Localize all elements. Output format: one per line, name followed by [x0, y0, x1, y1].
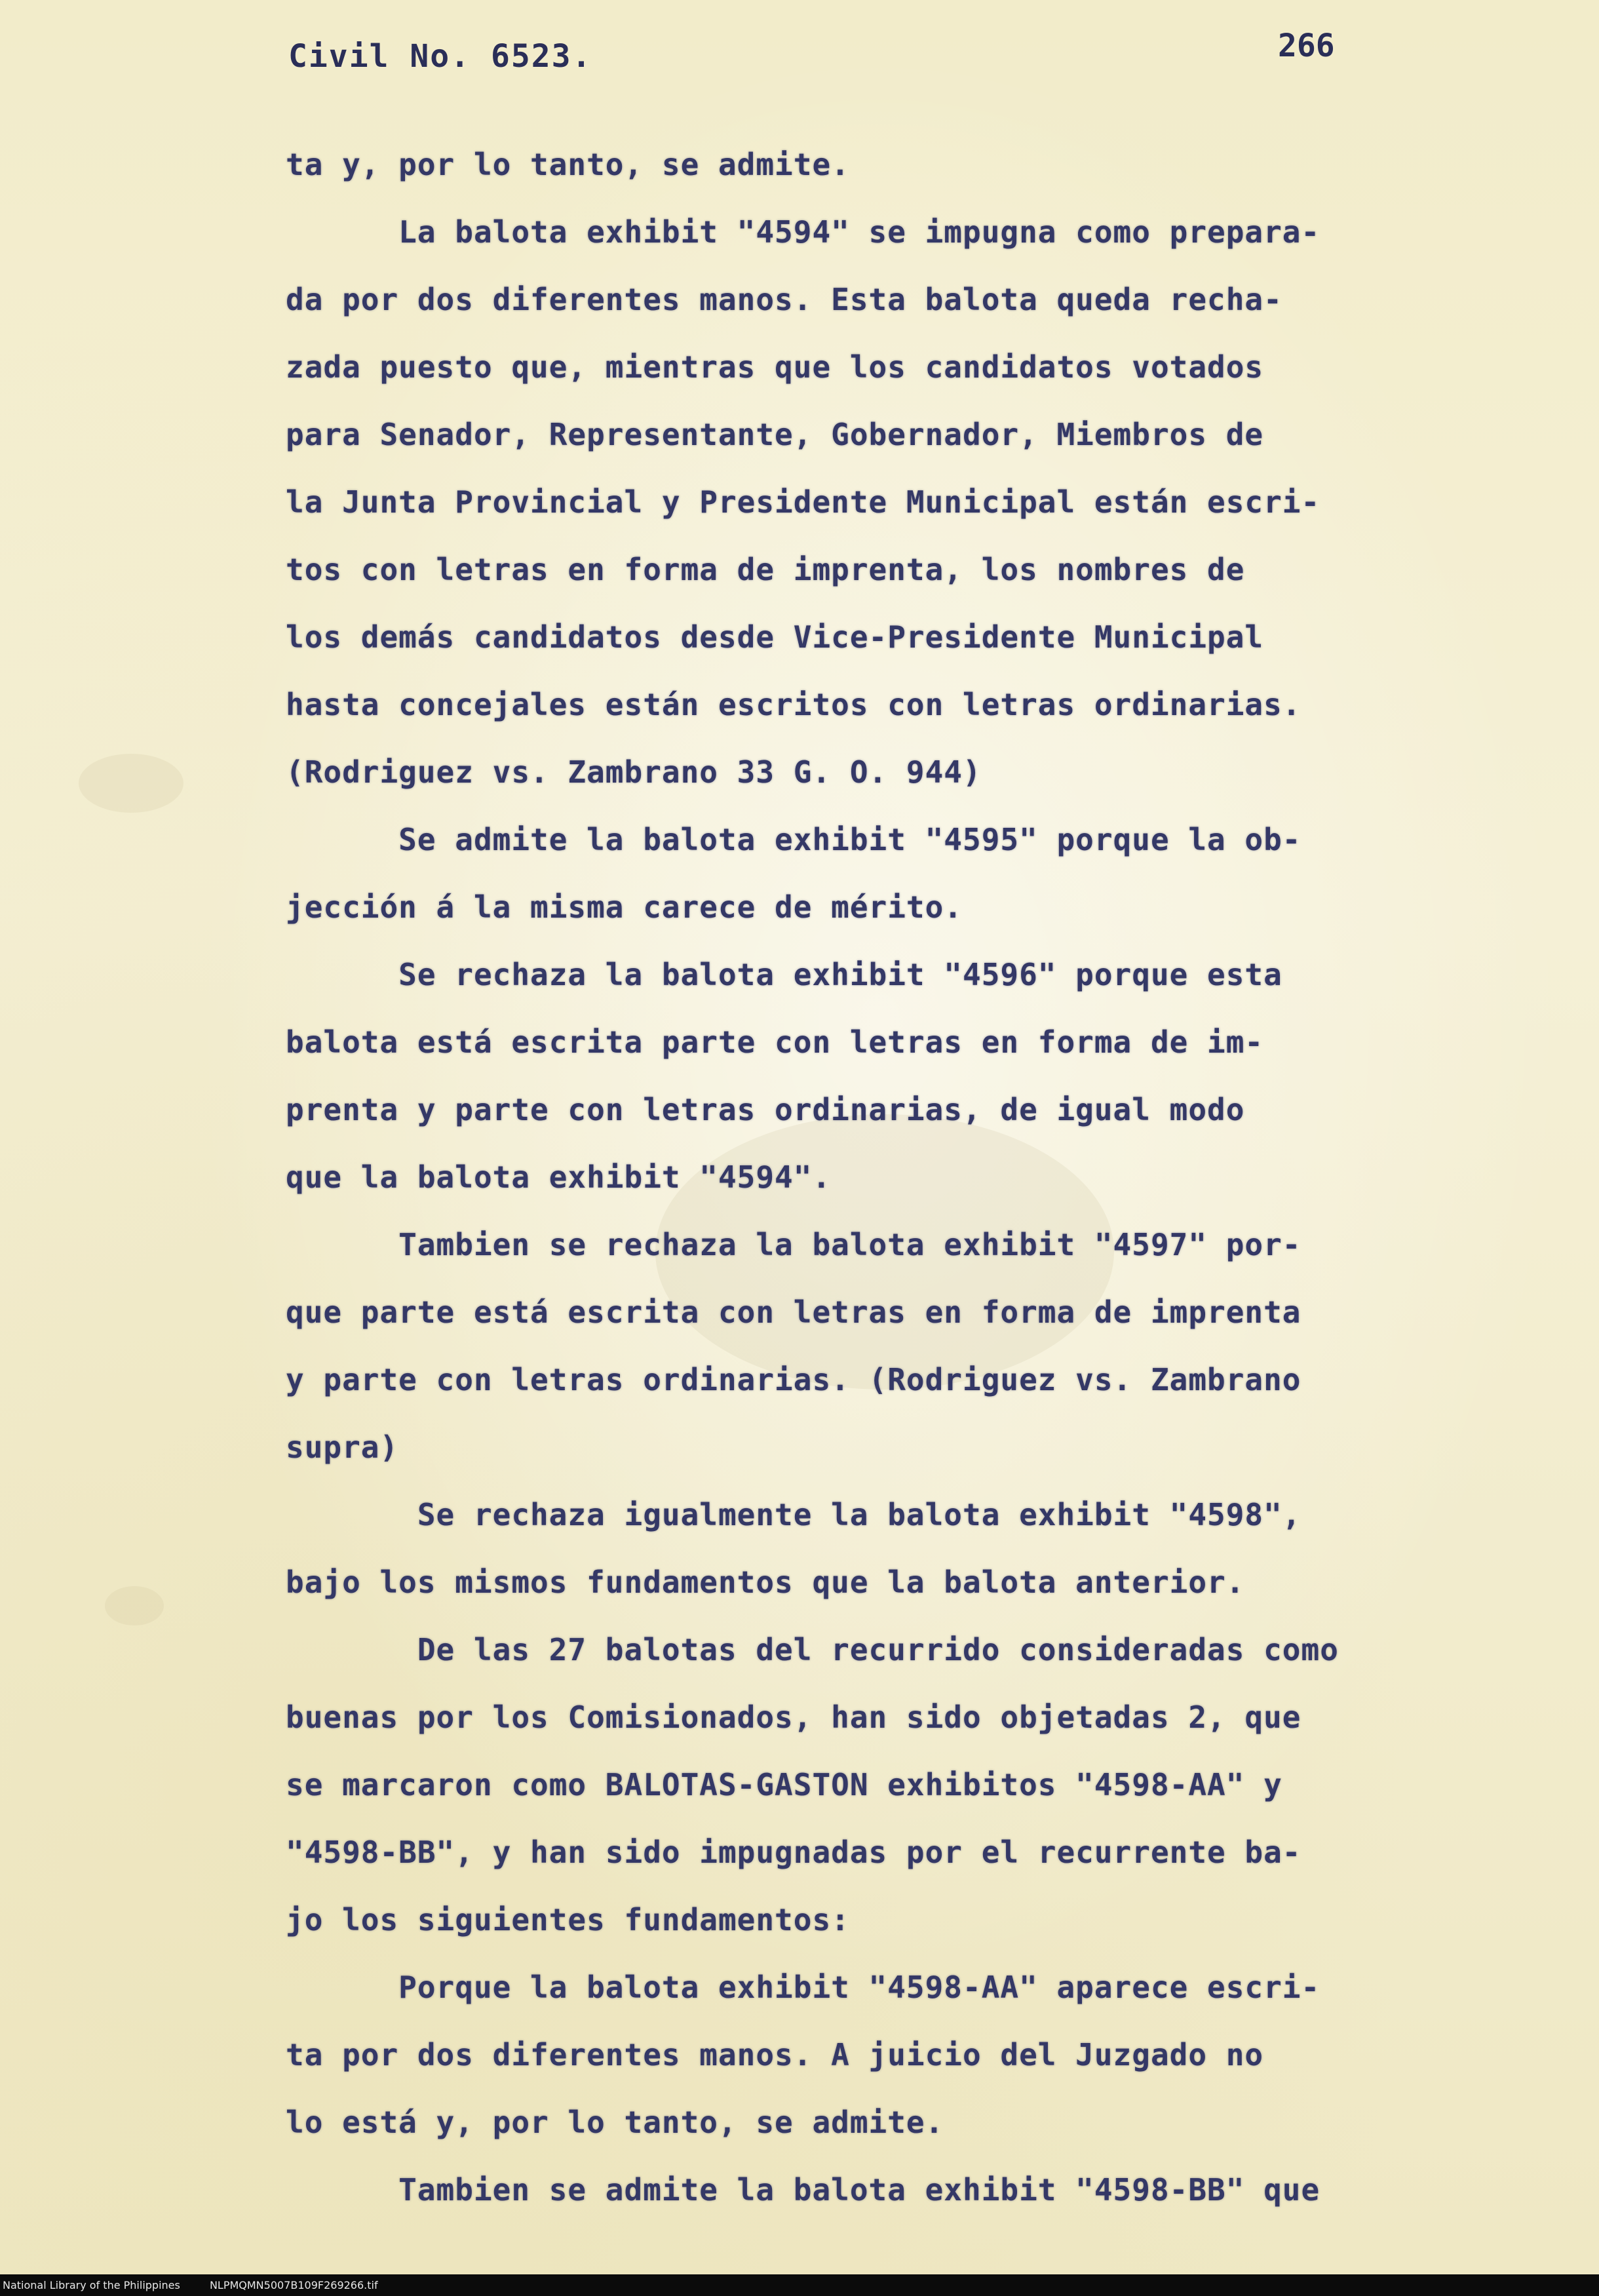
text-line: buenas por los Comisionados, han sido objetadas 2, que: [286, 1700, 1301, 1735]
scan-filename: NLPMQMN5007B109F269266.tif: [209, 2279, 378, 2291]
scan-footer: [0, 2274, 1599, 2296]
text-line: da por dos diferentes manos. Esta balota queda recha-: [286, 282, 1282, 317]
text-line: jo los siguientes fundamentos:: [286, 1902, 850, 1937]
case-number: Civil No. 6523.: [288, 38, 592, 75]
paper-crease: [79, 754, 183, 813]
text-line: lo está y, por lo tanto, se admite.: [286, 2105, 944, 2140]
text-line: Tambien se admite la balota exhibit "4598-BB" que: [286, 2172, 1320, 2208]
text-line: zada puesto que, mientras que los candidatos votados: [286, 349, 1264, 385]
text-line: jección á la misma carece de mérito.: [286, 889, 963, 925]
text-line: Se rechaza igualmente la balota exhibit "4598",: [286, 1497, 1301, 1532]
text-line: y parte con letras ordinarias. (Rodriguez vs. Zambrano: [286, 1362, 1301, 1397]
text-line: ta y, por lo tanto, se admite.: [286, 147, 850, 182]
text-line: la Junta Provincial y Presidente Municipal están escri-: [286, 484, 1320, 520]
text-line: ta por dos diferentes manos. A juicio del Juzgado no: [286, 2037, 1264, 2072]
text-line: Tambien se rechaza la balota exhibit "4597" por-: [286, 1227, 1301, 1262]
document-body: [286, 131, 1426, 2224]
text-line: para Senador, Representante, Gobernador, Miembros de: [286, 417, 1264, 452]
text-line: La balota exhibit "4594" se impugna como prepara-: [286, 214, 1320, 250]
text-line: balota está escrita parte con letras en forma de im-: [286, 1024, 1264, 1060]
page-number: 266: [1278, 28, 1335, 64]
text-line: los demás candidatos desde Vice-Presidente Municipal: [286, 619, 1264, 655]
text-line: supra): [286, 1430, 399, 1465]
text-line: prenta y parte con letras ordinarias, de igual modo: [286, 1092, 1245, 1127]
text-line: hasta concejales están escritos con letras ordinarias.: [286, 687, 1301, 722]
text-line: que la balota exhibit "4594".: [286, 1159, 832, 1195]
text-line: Se admite la balota exhibit "4595" porque la ob-: [286, 822, 1301, 857]
text-line: que parte está escrita con letras en forma de imprenta: [286, 1294, 1301, 1330]
text-line: De las 27 balotas del recurrido consideradas como: [286, 1632, 1339, 1667]
text-line: "4598-BB", y han sido impugnadas por el recurrente ba-: [286, 1835, 1301, 1870]
library-credit: National Library of the Philippines: [3, 2279, 180, 2291]
text-line: se marcaron como BALOTAS-GASTON exhibitos "4598-AA" y: [286, 1767, 1282, 1802]
text-line: (Rodriguez vs. Zambrano 33 G. O. 944): [286, 754, 982, 790]
text-line: bajo los mismos fundamentos que la balota anterior.: [286, 1565, 1245, 1600]
text-line: Porque la balota exhibit "4598-AA" aparece escri-: [286, 1970, 1320, 2005]
text-line: tos con letras en forma de imprenta, los nombres de: [286, 552, 1245, 587]
text-line: Se rechaza la balota exhibit "4596" porque esta: [286, 957, 1282, 992]
paper-crease: [105, 1586, 164, 1625]
